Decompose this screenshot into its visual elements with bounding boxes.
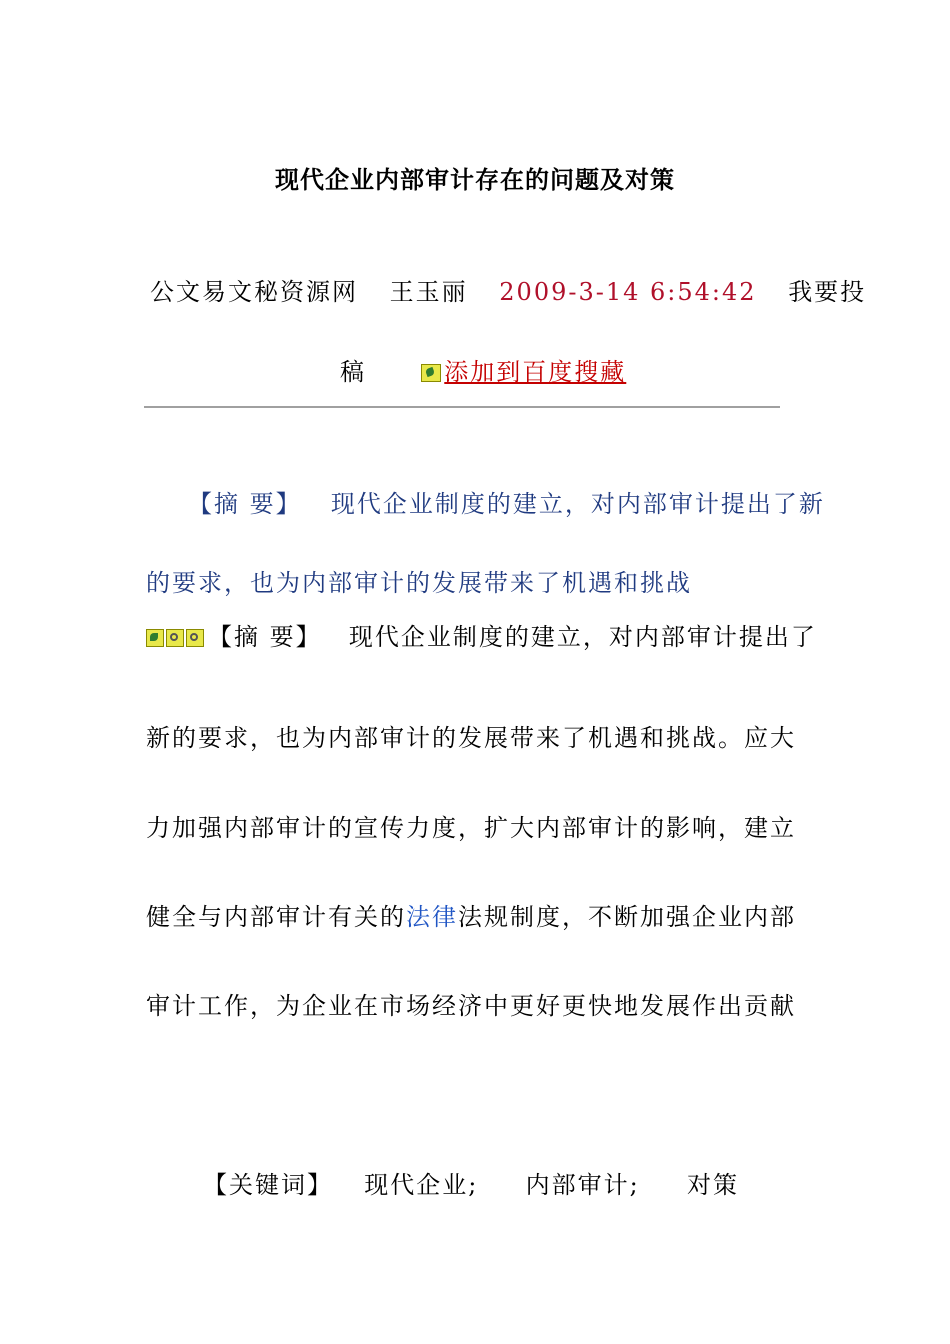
add-to-baidu-bookmark-link[interactable]: 添加到百度搜藏 — [444, 358, 627, 386]
bookmark-icon[interactable] — [146, 629, 164, 647]
source-name: 公文易文秘资源网 — [150, 278, 358, 306]
abstract-full-line1 — [146, 617, 817, 652]
author-name: 王玉丽 — [389, 278, 468, 306]
line4-after: 法规制度，不断加强企业内部 — [458, 903, 796, 931]
abstract-intro-label: 【摘 要】 — [188, 490, 302, 518]
abstract-full-line5: 审计工作，为企业在市场经济中更好更快地发展作出贡献 — [146, 992, 796, 1020]
abstract-full-text1: 现代企业制度的建立，对内部审计提出了 — [348, 623, 817, 651]
keyword-item: 现代企业; — [364, 1171, 479, 1199]
share-icon[interactable] — [166, 629, 184, 647]
divider — [144, 406, 780, 408]
abstract-full-label: 【摘 要】 — [208, 623, 322, 651]
toolbar-icons — [146, 629, 204, 647]
keyword-item: 对策 — [687, 1171, 740, 1199]
abstract-full-line3: 力加强内部审计的宣传力度，扩大内部审计的影响，建立 — [146, 814, 796, 842]
law-link[interactable]: 法律 — [406, 903, 458, 931]
submit-link-part2[interactable]: 稿 — [340, 358, 366, 386]
abstract-full-line2: 新的要求，也为内部审计的发展带来了机遇和挑战。应大 — [146, 724, 796, 752]
article-meta — [150, 272, 866, 307]
submit-link-part1[interactable]: 我要投 — [788, 278, 867, 306]
keywords-line — [203, 1165, 739, 1200]
abstract-intro-line1 — [188, 484, 825, 519]
abstract-intro-line2: 的要求，也为内部审计的发展带来了机遇和挑战 — [146, 569, 692, 597]
keywords-label: 【关键词】 — [203, 1171, 333, 1199]
article-meta-line2 — [340, 352, 626, 387]
line4-before: 健全与内部审计有关的 — [146, 903, 406, 931]
link-icon[interactable] — [186, 629, 204, 647]
bookmark-icon — [421, 364, 441, 382]
abstract-intro-text1: 现代企业制度的建立，对内部审计提出了新 — [330, 490, 825, 518]
keyword-item: 内部审计; — [525, 1171, 640, 1199]
publish-date: 2009-3-14 6:54:42 — [499, 278, 757, 306]
article-title: 现代企业内部审计存在的问题及对策 — [275, 165, 675, 194]
abstract-full-line4 — [146, 897, 796, 932]
